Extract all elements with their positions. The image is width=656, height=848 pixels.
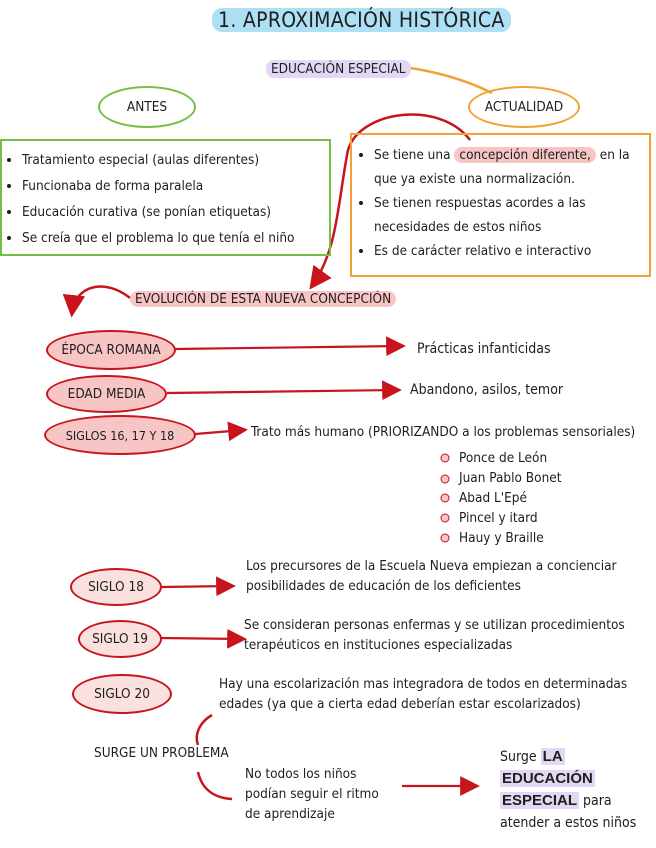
brace-top bbox=[197, 715, 212, 745]
name-bullet bbox=[441, 494, 449, 502]
name-item: Ponce de León bbox=[459, 450, 548, 466]
evolucion-label: EVOLUCIÓN DE ESTA NUEVA CONCEPCIÓN bbox=[130, 291, 396, 307]
conclusion: Surge LA EDUCACIÓN ESPECIAL para atender a estos niños bbox=[500, 748, 637, 831]
name-bullet bbox=[441, 454, 449, 462]
actualidad-item: • Se tienen respuestas acordes a las necesidades de estos niños bbox=[374, 191, 647, 239]
antes-item: • Se creía que el problema lo que tenía el niño bbox=[22, 225, 323, 251]
text-epoca-romana: Prácticas infanticidas bbox=[417, 341, 551, 357]
brace-bottom bbox=[198, 772, 232, 799]
antes-oval: ANTES bbox=[98, 86, 196, 128]
actualidad-item: • Se tiene una concepción diferente, en la que ya existe una normalización. bbox=[374, 143, 647, 191]
conclusion-highlight: ESPECIAL bbox=[502, 792, 578, 809]
name-item: Hauy y Braille bbox=[459, 530, 544, 546]
page-title: 1. APROXIMACIÓN HISTÓRICA bbox=[212, 8, 511, 32]
name-bullet bbox=[441, 534, 449, 542]
text-edad-media: Abandono, asilos, temor bbox=[410, 382, 564, 398]
oval-epoca-romana: ÉPOCA ROMANA bbox=[46, 330, 176, 370]
name-bullet bbox=[441, 514, 449, 522]
problema-text: No todos los niños podían seguir el ritmo de aprendizaje bbox=[245, 766, 379, 822]
antes-list bbox=[6, 147, 323, 251]
arrow-edad-media bbox=[167, 390, 398, 393]
text-siglo-18: Los precursores de la Escuela Nueva empiezan a concienciar posibilidades de educación de los deficientes bbox=[246, 558, 617, 594]
antes-box bbox=[0, 139, 331, 256]
oval-siglos-16-17-18: SIGLOS 16, 17 Y 18 bbox=[44, 415, 196, 455]
antes-item: • Educación curativa (se ponían etiquetas) bbox=[22, 199, 323, 225]
arrow-siglos bbox=[195, 430, 244, 434]
actualidad-list bbox=[352, 143, 647, 263]
text-siglos-16-17-18: Trato más humano (PRIORIZANDO a los problemas sensoriales) bbox=[251, 424, 636, 440]
name-item: Abad L'Epé bbox=[459, 490, 527, 506]
arrow-siglo18 bbox=[162, 586, 232, 587]
problema-label: SURGE UN PROBLEMA bbox=[94, 745, 229, 761]
name-bullet bbox=[441, 475, 449, 483]
orange-connector bbox=[404, 67, 492, 93]
oval-edad-media: EDAD MEDIA bbox=[46, 375, 167, 413]
text-siglo-20: Hay una escolarización mas integradora de todos en determinadas edades (ya que a cierta edad deberían estar escolarizados) bbox=[219, 676, 628, 712]
antes-item: • Funcionaba de forma paralela bbox=[22, 173, 323, 199]
names-list bbox=[459, 448, 562, 548]
antes-item: • Tratamiento especial (aulas diferentes) bbox=[22, 147, 323, 173]
oval-siglo-19: SIGLO 19 bbox=[78, 620, 162, 658]
arrow-epoca-romana bbox=[175, 346, 402, 349]
conclusion-highlight: LA bbox=[542, 748, 563, 765]
arrow-siglo19 bbox=[161, 638, 243, 639]
actualidad-item: • Es de carácter relativo e interactivo bbox=[374, 239, 647, 263]
actualidad-box bbox=[350, 133, 651, 277]
name-item: Pincel y itard bbox=[459, 510, 538, 526]
name-bullets bbox=[441, 454, 449, 542]
conclusion-highlight: EDUCACIÓN bbox=[502, 770, 593, 787]
actualidad-oval: ACTUALIDAD bbox=[468, 86, 580, 128]
text-siglo-19: Se consideran personas enfermas y se utilizan procedimientos terapéuticos en instituciones especializadas bbox=[244, 617, 625, 653]
name-item: Juan Pablo Bonet bbox=[459, 470, 562, 486]
oval-siglo-20: SIGLO 20 bbox=[72, 674, 172, 714]
left-curve-arrow bbox=[72, 287, 130, 313]
center-label: EDUCACIÓN ESPECIAL bbox=[266, 61, 411, 77]
concepcion-highlight: concepción diferente, bbox=[454, 147, 596, 163]
oval-siglo-18: SIGLO 18 bbox=[70, 568, 162, 606]
